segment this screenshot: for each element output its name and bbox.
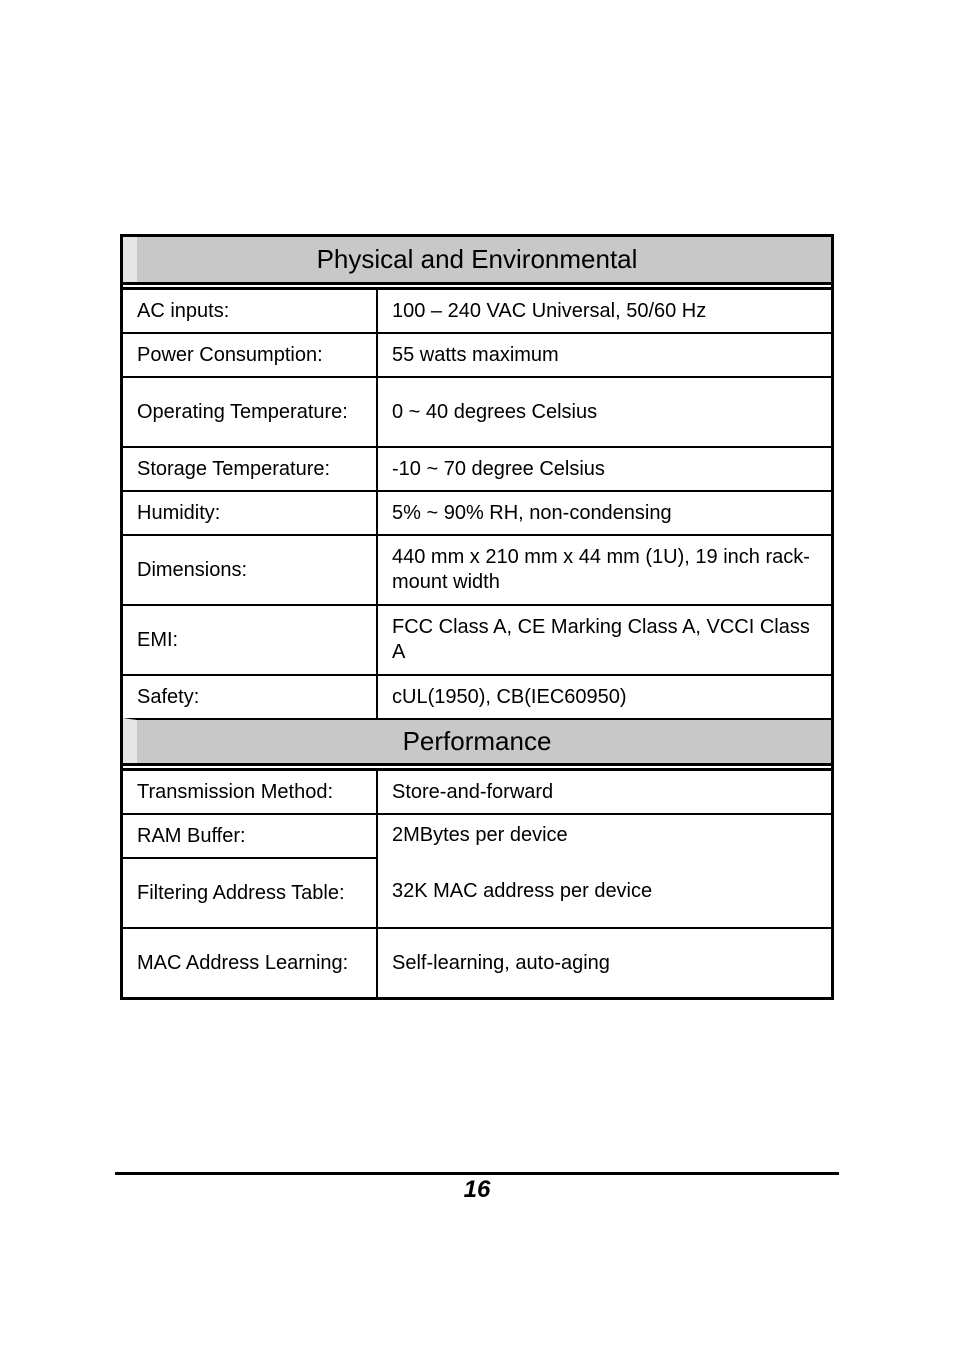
row-value: 2MBytes per device (392, 824, 568, 846)
table-row (123, 290, 831, 332)
row-label: MAC Address Learning: (123, 929, 378, 997)
table-row (123, 771, 831, 813)
row-value: 55 watts maximum (392, 343, 559, 366)
row-label: Operating Temperature: (123, 378, 378, 446)
row-value: 5% ~ 90% RH, non-condensing (392, 501, 672, 524)
row-value: 440 mm x 210 mm x 44 mm (1U), 19 inch rack-mount width (392, 546, 810, 593)
table-row (123, 674, 831, 718)
section-header-performance (123, 718, 831, 763)
merged-row-group (123, 813, 831, 927)
table-row (123, 376, 831, 446)
merged-labels (123, 815, 378, 927)
row-label: RAM Buffer: (137, 824, 246, 847)
row-value: 0 ~ 40 degrees Celsius (392, 400, 598, 423)
merged-values (378, 815, 831, 927)
table-row (123, 332, 831, 376)
row-label: EMI: (123, 606, 378, 674)
footer-rule (115, 1172, 839, 1175)
section-divider (123, 763, 831, 771)
section-divider (123, 282, 831, 290)
page-number: 16 (463, 1176, 491, 1203)
row-label: Dimensions: (123, 536, 378, 604)
row-label: Safety: (123, 676, 378, 718)
row-value: cUL(1950), CB(IEC60950) (392, 685, 627, 708)
row-label: AC inputs: (123, 290, 378, 332)
spec-table (120, 234, 834, 1000)
row-value: Self-learning, auto-aging (392, 951, 610, 974)
table-row (123, 604, 831, 674)
row-value: -10 ~ 70 degree Celsius (392, 457, 605, 480)
row-value: Store-and-forward (392, 780, 554, 803)
row-value: 100 – 240 VAC Universal, 50/60 Hz (392, 299, 707, 322)
section-title: Physical and Environmental (316, 244, 638, 274)
row-label: Storage Temperature: (123, 448, 378, 490)
row-label: Humidity: (123, 492, 378, 534)
row-value: FCC Class A, CE Marking Class A, VCCI Class A (392, 616, 810, 663)
table-row (123, 927, 831, 997)
section-header-physical (123, 237, 831, 282)
row-label: Power Consumption: (123, 334, 378, 376)
table-row (123, 534, 831, 604)
table-row (123, 490, 831, 534)
table-row (123, 446, 831, 490)
section-title: Performance (402, 726, 552, 756)
row-label: Transmission Method: (123, 771, 378, 813)
row-label: Filtering Address Table: (123, 857, 376, 927)
row-value: 32K MAC address per device (392, 880, 653, 902)
